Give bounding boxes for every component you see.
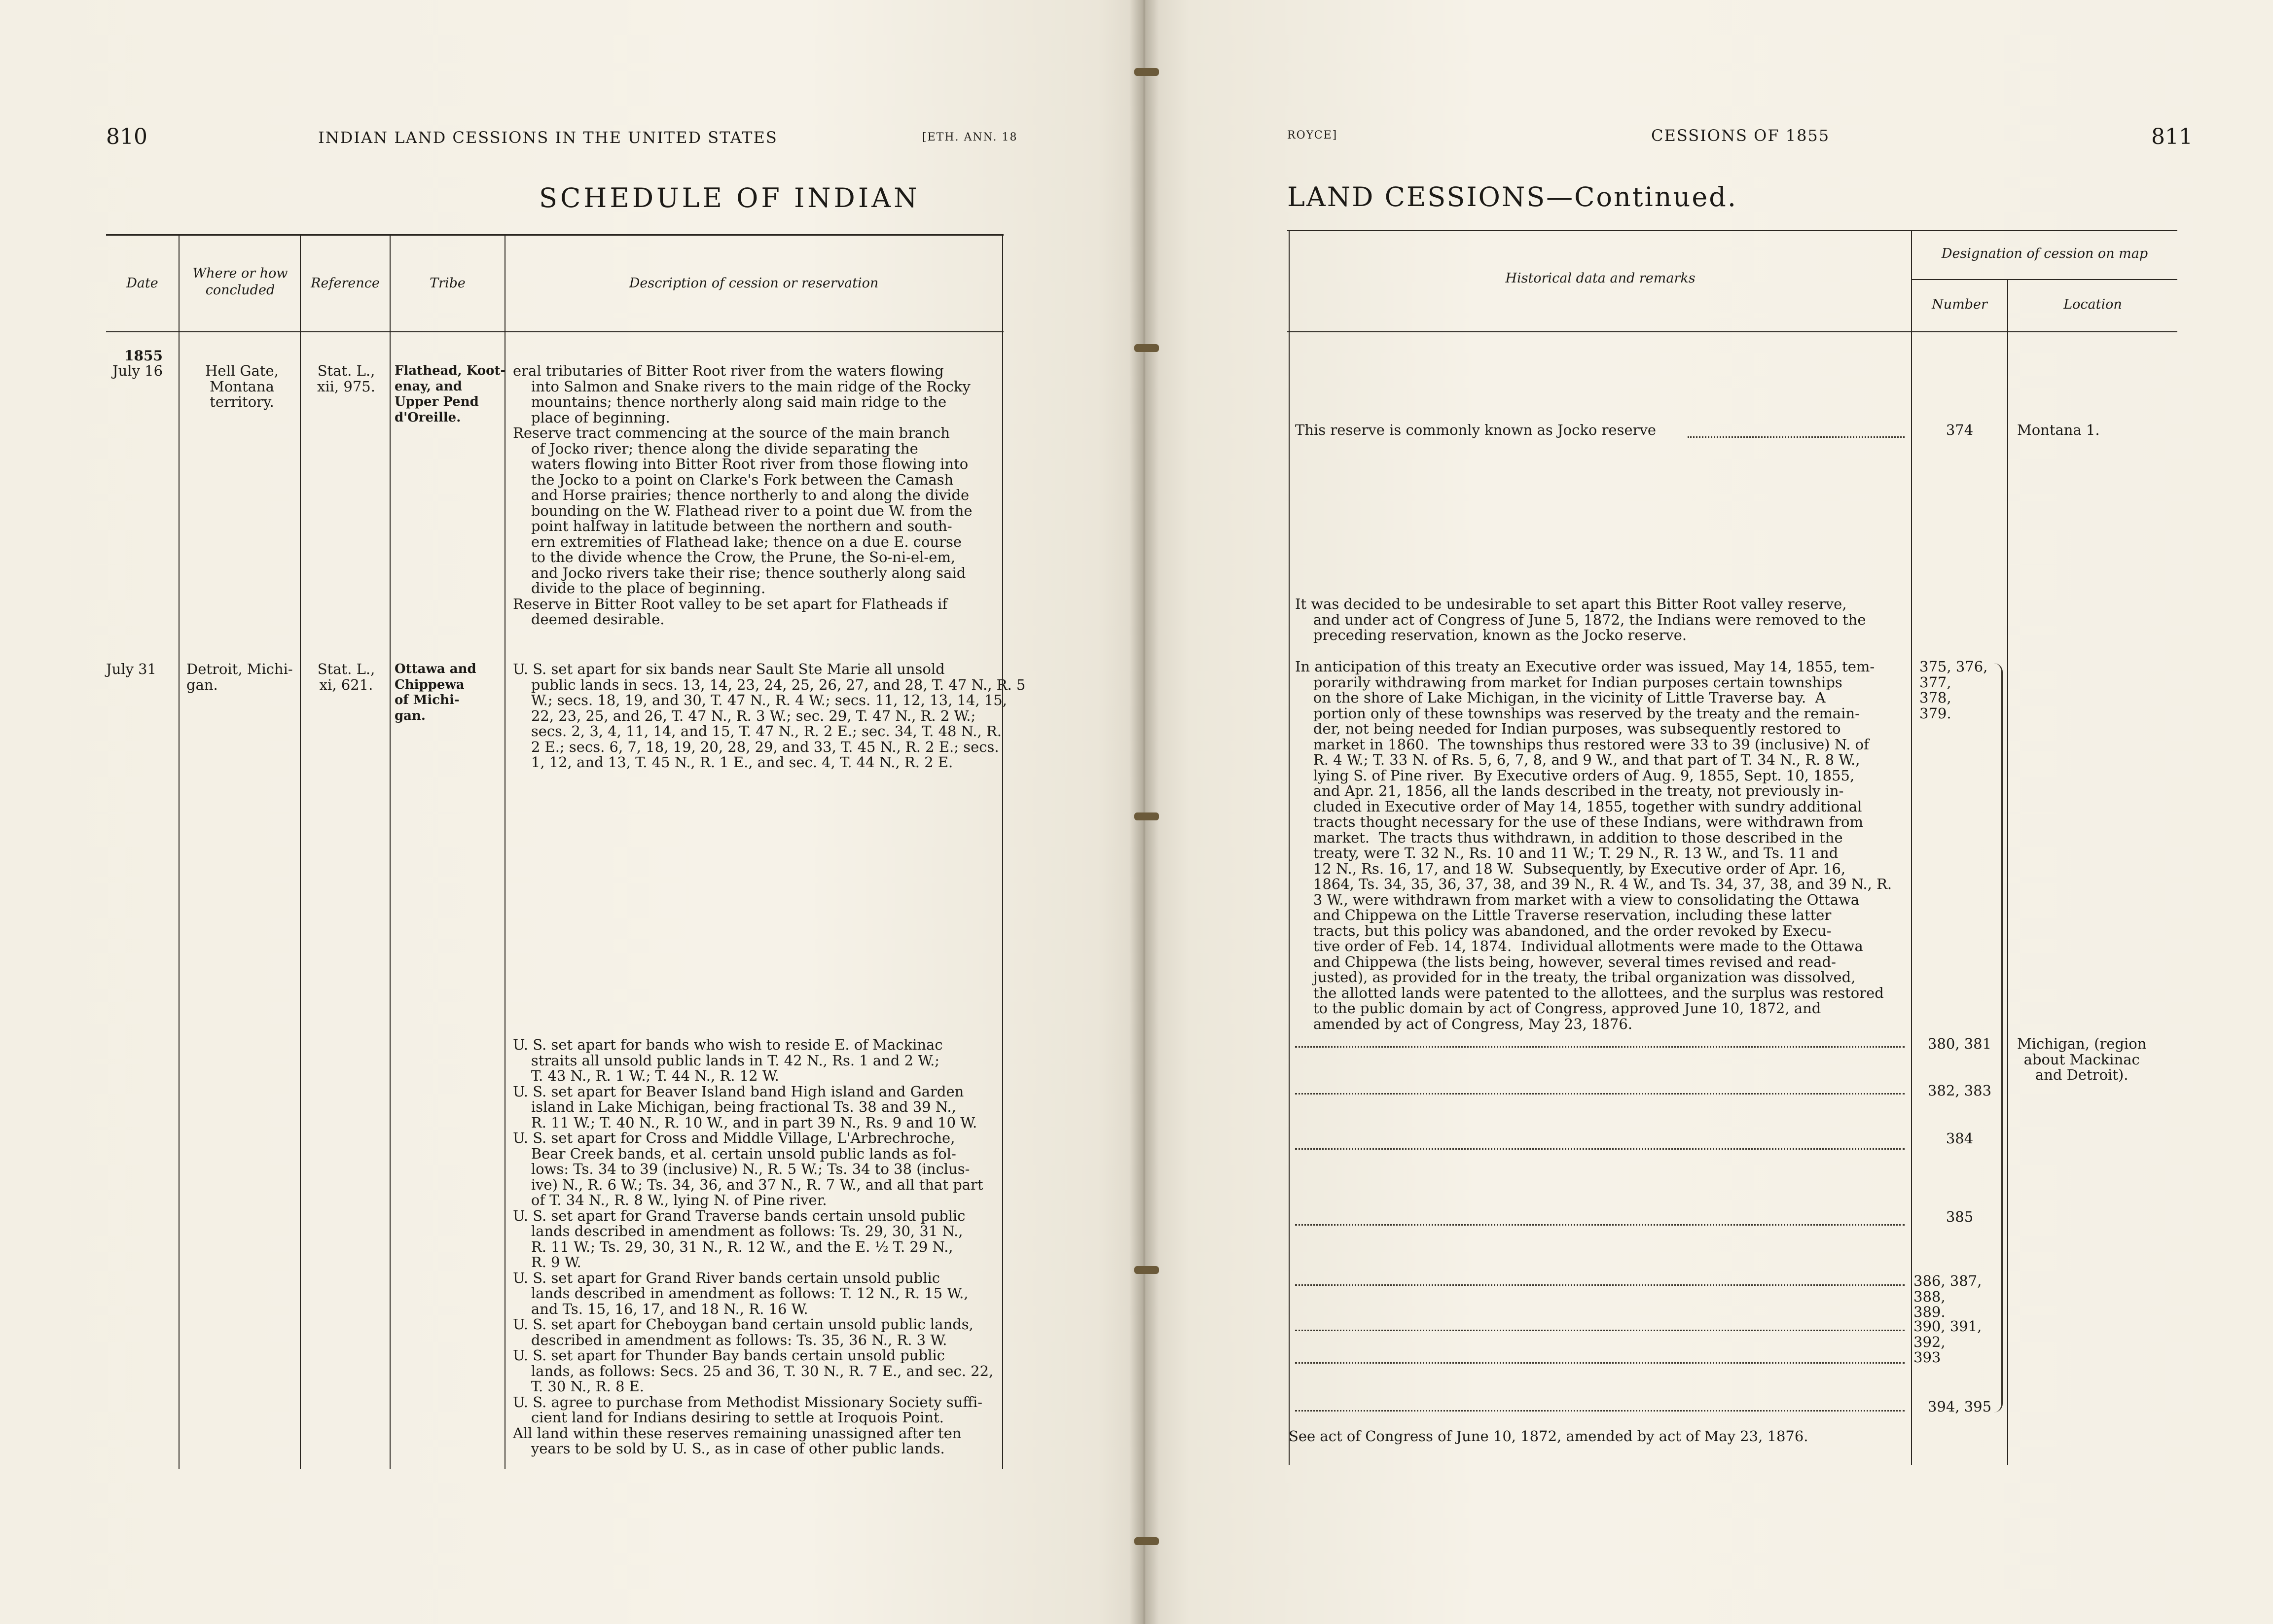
remark-jocko: This reserve is commonly known as Jocko reserve — [1295, 422, 1657, 438]
cession-location: Michigan, (region about Mackinac and Detroit). — [2017, 1035, 2147, 1083]
cession-number: 375, 376, 377, 378, 379. — [1919, 658, 1988, 722]
cession-number: 386, 387, 388, 389. — [1913, 1272, 1982, 1320]
leader-dots — [1295, 1093, 1905, 1094]
cession-number: 374 — [1946, 422, 1974, 438]
entry-description: eral tributaries of Bitter Root river from the waters flowing into Salmon and Snake rivers to the main ridge of the Rocky mountains; thence northerly along said main ridge to the place of beginning. Reserve tract commencing at the source of the main branch of Jocko river; thence along the divide separating the waters flowing into Bitter Root river from those flowing into the Jocko to a point on Clarke's Fork between the Camash and Horse prairies; thence northerly to and along the divide bounding on the W. Flathead river to a point due W. from the point halfway in latitude between the northern and south- ern extremities of Flathead lake; thence on a due E. course to the divide whence the Crow, the Prune, the So-ni-el-em, and Jocko rivers take their rise; thence southerly along said divide to the place of beginning. Reserve in Bitter Root valley to be set apart for Flatheads if deemed desirable. — [513, 362, 973, 628]
entry-date: July 16 — [112, 362, 163, 379]
page-number-right: 811 — [2151, 124, 2193, 149]
col-header-reference: Reference — [311, 276, 380, 291]
cession-number: 390, 391, 392, 393 — [1913, 1318, 1982, 1366]
entry-description: U. S. set apart for bands who wish to reside E. of Mackinac straits all unsold public lands in T. 42 N., Rs. 1 and 2 W.; T. 43 N., R. 1 W.; T. 44 N., R. 12 W. U. S. set apart for Beaver Island band High island and Garden island in Lake Michigan, being fractional Ts. 38 and 39 N., R. 11 W.; T. 40 N., R. 10 W., and in part 39 N., Rs. 9 and 10 W. U. S. set apart for Cross and Middle Village, L'Arbrechroche, Bear Creek bands, et al. certain unsold public lands as fol- lows: Ts. 34 to 39 (inclusive) N., R. 5 W.; Ts. 34 to 38 (inclus- ive) N., R. 6 W.; Ts. 34, 36, and 37 N., R. 7 W., and all that part of T. 34 N., R. 8 W., lying N. of Pine river. U. S. set apart for Grand Traverse bands certain unsold public lands described in amendment as follows: Ts. 29, 30, 31 N., R. 11 W.; Ts. 29, 30, 31 N., R. 12 W., and the E. ½ T. 29 N., R. 9 W. U. S. set apart for Grand River bands certain unsold public lands described in amendment as follows: T. 12 N., R. 15 W., and Ts. 15, 16, 17, and 18 N., R. 16 W. U. S. set apart for Cheboygan band certain unsold public lands, described in amendment as follows: Ts. 35, 36 N., R. 3 W. U. S. set apart for Thunder Bay bands certain unsold public lands, as follows: Secs. 25 and 36, T. 30 N., R. 7 E., and sec. 22, T. 30 N., R. 8 E. U. S. agree to purchase from Methodist Missionary Society suffi- cient land for Indians desiring to settle at Iroquois Point. All land within these reserves remaining unassigned after ten years to be sold by U. S., as in case of other public lands. — [513, 1036, 994, 1457]
binding-stitch — [1134, 812, 1159, 820]
entry-date: July 31 — [106, 661, 157, 677]
page-number-left: 810 — [106, 124, 147, 149]
leader-dots — [1295, 1148, 1905, 1150]
leader-dots — [1295, 1362, 1905, 1364]
column-divider — [390, 234, 391, 1469]
designation-rule — [1912, 279, 2177, 280]
table-top-rule — [1287, 230, 2177, 231]
leader-dots — [1295, 1224, 1905, 1226]
table-top-rule — [106, 234, 1004, 236]
column-divider — [2007, 279, 2008, 1465]
entry-tribe: Ottawa and Chippewa of Michi- gan. — [395, 662, 476, 723]
col-header-number: Number — [1932, 297, 1987, 312]
table-header-rule — [106, 331, 1004, 332]
col-header-location: Location — [2063, 297, 2122, 312]
entry-where: Detroit, Michi- gan. — [186, 661, 293, 693]
running-head-tag: [ETH. ANN. 18 — [922, 131, 1018, 143]
leader-dots — [1295, 1410, 1905, 1412]
leader-dots — [1688, 436, 1905, 438]
entry-where: Hell Gate, Montana territory. — [205, 362, 279, 410]
table-header-rule — [1287, 331, 2177, 332]
binding-stitch — [1134, 344, 1159, 352]
entry-description: U. S. set apart for six bands near Sault Ste Marie all unsold public lands in secs. 13, 14, 23, 24, 25, 26, 27, and 28, T. 47 N., R. 5 W.; secs. 18, 19, and 30, T. 47 N., R. 4 W.; secs. 11, 12, 13, 14, 15, 22, 23, 25, and 26, T. 47 N., R. 3 W.; sec. 29, T. 47 N., R. 2 W.; secs. 2, 3, 4, 11, 14, and 15, T. 47 N., R. 2 E.; sec. 34, T. 48 N., R. 2 E.; secs. 6, 7, 18, 19, 20, 28, 29, and 33, T. 45 N., R. 2 E.; secs. 1, 12, and 13, T. 45 N., R. 1 E., and sec. 4, T. 44 N., R. 2 E. — [513, 661, 1026, 771]
remark-executive-order: In anticipation of this treaty an Executive order was issued, May 14, 1855, tem- porarily withdrawing from market for Indian purposes certain townships on the shore of Lake Michigan, in the vicinity of Little Traverse bay. A portion only of these townships was reserved by the treaty and the remain- der, not being needed for Indian purposes, was subsequently restored to market in 1860. The townships thus restored were 33 to 39 (inclusive) N. of R. 4 W.; T. 33 N. of Rs. 5, 6, 7, 8, and 9 W., and that part of T. 34 N., R. 8 W., lying S. of Pine river. By Executive orders of Aug. 9, 1855, Sept. 10, 1855, and Apr. 21, 1856, all the lands described in the treaty, not previously in- cluded in Executive order of May 14, 1855, together with sundry additional tracts thought necessary for the use of these Indians, were withdrawn from market. The tracts thus withdrawn, in addition to those described in the treaty, were T. 32 N., Rs. 10 and 11 W.; T. 29 N., R. 13 W., and Ts. 11 and 12 N., Rs. 16, 17, and 18 W. Subsequently, by Executive order of Apr. 16, 1864, Ts. 34, 35, 36, 37, 38, and 39 N., R. 4 W., and Ts. 34, 37, 38, and 39 N., R. 3 W., were withdrawn from market with a view to consolidating the Ottawa and Chippewa on the Little Traverse reservation, including these latter tracts, but this policy was abandoned, and the order revoked by Execu- tive order of Feb. 14, 1874. Individual allotments were made to the Ottawa and Chippewa (the lists being, however, several times revised and read- justed), as provided for in the treaty, the tribal organization was dissolved, the allotted lands were patented to the allottees, and the surplus was restored to the public domain by act of Congress, approved June 10, 1872, and amended by act of Congress, May 23, 1876. — [1295, 658, 1892, 1032]
cession-number: 394, 395 — [1927, 1398, 1992, 1415]
column-divider — [300, 234, 301, 1469]
col-header-where: Where or how concluded — [192, 266, 288, 298]
remark-bitter-root: It was decided to be undesirable to set apart this Bitter Root valley reserve, and under act of Congress of June 5, 1872, the Indians were removed to the preceding reservation, known as the Jocko reserve. — [1295, 596, 1866, 643]
right-page — [1144, 0, 2273, 1624]
column-divider — [1002, 234, 1003, 1469]
leader-dots — [1295, 1284, 1905, 1286]
entry-reference: Stat. L., xii, 975. — [317, 362, 375, 395]
page-title-left: SCHEDULE OF INDIAN — [539, 182, 920, 213]
binding-stitch — [1134, 68, 1159, 76]
column-divider — [1289, 230, 1290, 1465]
cession-number: 384 — [1946, 1130, 1974, 1147]
cession-number: 382, 383 — [1927, 1082, 1992, 1099]
running-head-tag-right: ROYCE] — [1287, 129, 1338, 141]
entry-year: 1855 — [124, 348, 163, 364]
running-head-right: CESSIONS OF 1855 — [1651, 126, 1830, 145]
running-head-left: INDIAN LAND CESSIONS IN THE UNITED STATES — [318, 128, 778, 147]
col-header-description: Description of cession or reservation — [629, 276, 879, 291]
binding-stitch — [1134, 1537, 1159, 1545]
col-header-date: Date — [126, 276, 158, 291]
col-header-tribe: Tribe — [430, 276, 466, 291]
col-header-historical: Historical data and remarks — [1505, 271, 1696, 286]
page-title-right: LAND CESSIONS—Continued. — [1287, 181, 1738, 212]
entry-reference: Stat. L., xi, 621. — [317, 661, 375, 693]
book-gutter — [1129, 0, 1159, 1624]
cession-location: Montana 1. — [2017, 422, 2100, 438]
binding-stitch — [1134, 1266, 1159, 1274]
column-divider — [179, 234, 180, 1469]
entry-tribe: Flathead, Koot- enay, and Upper Pend d'Oreille. — [395, 363, 506, 425]
leader-dots — [1295, 1330, 1905, 1331]
col-header-designation: Designation of cession on map — [1941, 246, 2148, 261]
cession-number: 385 — [1946, 1208, 1974, 1225]
footnote: See act of Congress of June 10, 1872, amended by act of May 23, 1876. — [1289, 1428, 1808, 1445]
leader-dots — [1295, 1046, 1905, 1048]
cession-number: 380, 381 — [1927, 1035, 1992, 1052]
column-divider — [1911, 230, 1912, 1465]
